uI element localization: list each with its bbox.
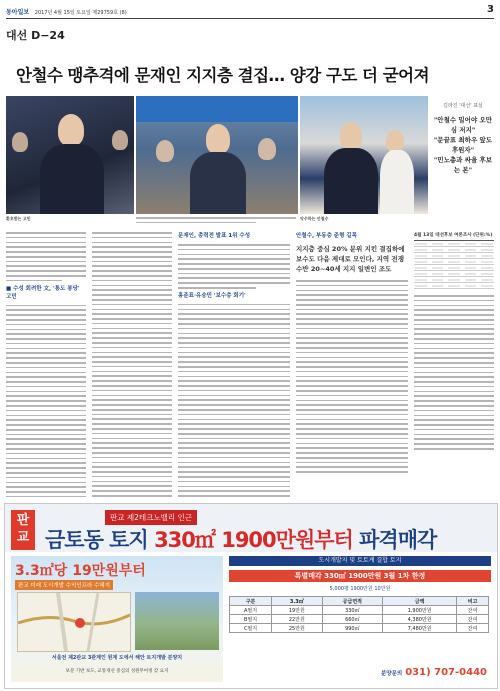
ad-phone-number: 031) 707-0440 — [405, 667, 487, 678]
photo-crowd — [136, 96, 298, 214]
ad-table-header — [230, 597, 489, 606]
subhead-column-3: 문재인, 총력전 발표 1위 수성 — [178, 233, 251, 239]
masthead-info — [6, 7, 127, 16]
ad-land-photo — [135, 592, 219, 650]
table-cell: 4,380만원 — [383, 615, 457, 624]
article-column-3 — [178, 232, 290, 498]
table-row — [230, 615, 489, 624]
table-cell: 990㎡ — [322, 624, 382, 633]
table-cell: 7,480만원 — [383, 624, 457, 633]
ad-title-part-3: 파격매각 — [352, 528, 437, 552]
ad-info-line: 보문 기반 보도, 교통개선 중심의 성원무여정 갖 요지 — [65, 669, 169, 674]
table-cell: A필지 — [230, 606, 272, 615]
ad-title-part-2: 330㎡ 1900만원부터 — [154, 528, 353, 552]
kicker-box — [432, 102, 494, 175]
kicker-label: 길라진 '대선' 표심 — [443, 103, 483, 109]
photo-caption-middle — [136, 216, 298, 228]
ad-title — [45, 524, 436, 554]
issue-date: 2017년 4월 15일 토요일 — [34, 10, 91, 16]
table-cell: 25만원 — [272, 624, 323, 633]
headline: 안철수 맹추격에 문재인 지지층 결집… 양강 구도 더 굳어져 — [16, 66, 430, 85]
photo-caption-right — [300, 216, 428, 228]
table-cell: C필지 — [230, 624, 272, 633]
subtitle-column-4: 지지층 중심 20% 분위 지킨 결집하에 보수도 다음 제대로 모인다, 지역 전쟁 수반 20~40세 지지 일변인 조도 — [296, 245, 405, 273]
article-column-5 — [414, 232, 494, 498]
photo-ahn-cheol-soo — [300, 96, 428, 214]
ad-table-header-cell: 공급면적 — [322, 597, 382, 606]
ad-blue-heading: 도시개발지 및 토토계 결합 토지 — [229, 556, 491, 566]
ad-square-note: 5,000평 1900만원 10만원 — [329, 586, 391, 592]
ad-price-sublabel: 판교 미래 도시개발 수익인프라 수혜지 — [15, 580, 113, 590]
table-cell: 잔여 — [457, 624, 489, 633]
issue-edition: 제29759호 (8) — [92, 10, 127, 16]
paper-name: 동아일보 — [6, 9, 30, 16]
ad-topline: 판교 제2테크노밸리 인근 — [105, 510, 197, 525]
article-column-4 — [296, 232, 408, 498]
poll-table-title: 4월 13일 대선후보 여론조사 (단위:%) — [414, 233, 493, 238]
ad-tag: 판교 — [11, 510, 35, 550]
table-cell: 22만원 — [272, 615, 323, 624]
subhead-column-4: 안철수, 부동층 준형 길목 — [296, 233, 357, 239]
ad-phone-label: 분양문의 — [380, 671, 403, 677]
table-cell: 1,900만원 — [383, 606, 457, 615]
ad-left-panel — [11, 556, 223, 682]
ad-red-heading: 특별매각 330㎡ 1900만원 3월 1차 한정 — [229, 570, 491, 582]
article-column-1 — [6, 232, 86, 498]
ad-location-map — [17, 592, 131, 652]
table-row — [230, 624, 489, 633]
photo-caption-left-name: 환호받는 고민 — [6, 216, 31, 221]
ad-right-panel — [229, 556, 491, 682]
ad-price-table — [229, 596, 489, 633]
quote-2: "문끝표 최하우 앞도 후원자" — [433, 136, 493, 154]
table-cell: 19만원 — [272, 606, 323, 615]
table-cell: 330㎡ — [322, 606, 382, 615]
poll-table — [414, 240, 494, 289]
table-cell: 잔여 — [457, 615, 489, 624]
table-cell: B필지 — [230, 615, 272, 624]
quote-1: "안철수 밀어야 오만심 저지" — [433, 116, 493, 134]
section-label: 대선 D−24 — [6, 29, 65, 42]
ad-table-header-cell: 금액 — [383, 597, 457, 606]
table-cell: 잔여 — [457, 606, 489, 615]
ad-title-part-1: 금토동 토지 — [45, 528, 155, 552]
photo-caption-right-name: 악수하는 안철수 — [300, 216, 329, 221]
photo-moon-jae-in — [6, 96, 134, 214]
ad-phone — [381, 667, 487, 678]
masthead — [6, 4, 494, 19]
subhead-column-1: ■ 수성 회려한 文, '통도 봉당' 고민 — [6, 285, 80, 300]
subhead-column-3b: 홍준표·유승민 '보수층 회기' — [178, 292, 246, 299]
ad-header — [5, 504, 497, 552]
ad-table-header-cell: 비고 — [457, 597, 489, 606]
ad-bottom-line: 서울전 제2판교 3관계인 원계 도에서 해안 토지개발 분양지 — [51, 655, 183, 661]
article-column-2 — [92, 232, 172, 498]
ad-price: 3.3㎡당 19만원부터 — [15, 563, 146, 579]
ad-table-header-cell: 구분 — [230, 597, 272, 606]
map-illustration — [18, 593, 130, 651]
photo-caption-left — [6, 216, 134, 228]
land-sale-advertisement — [4, 503, 498, 689]
ad-table-header-cell: 3.3㎡ — [272, 597, 323, 606]
table-cell: 660㎡ — [322, 615, 382, 624]
page-number: 3 — [487, 4, 494, 15]
quote-3: "민노총과 싸울 후보는 본" — [433, 156, 493, 174]
table-row — [230, 606, 489, 615]
